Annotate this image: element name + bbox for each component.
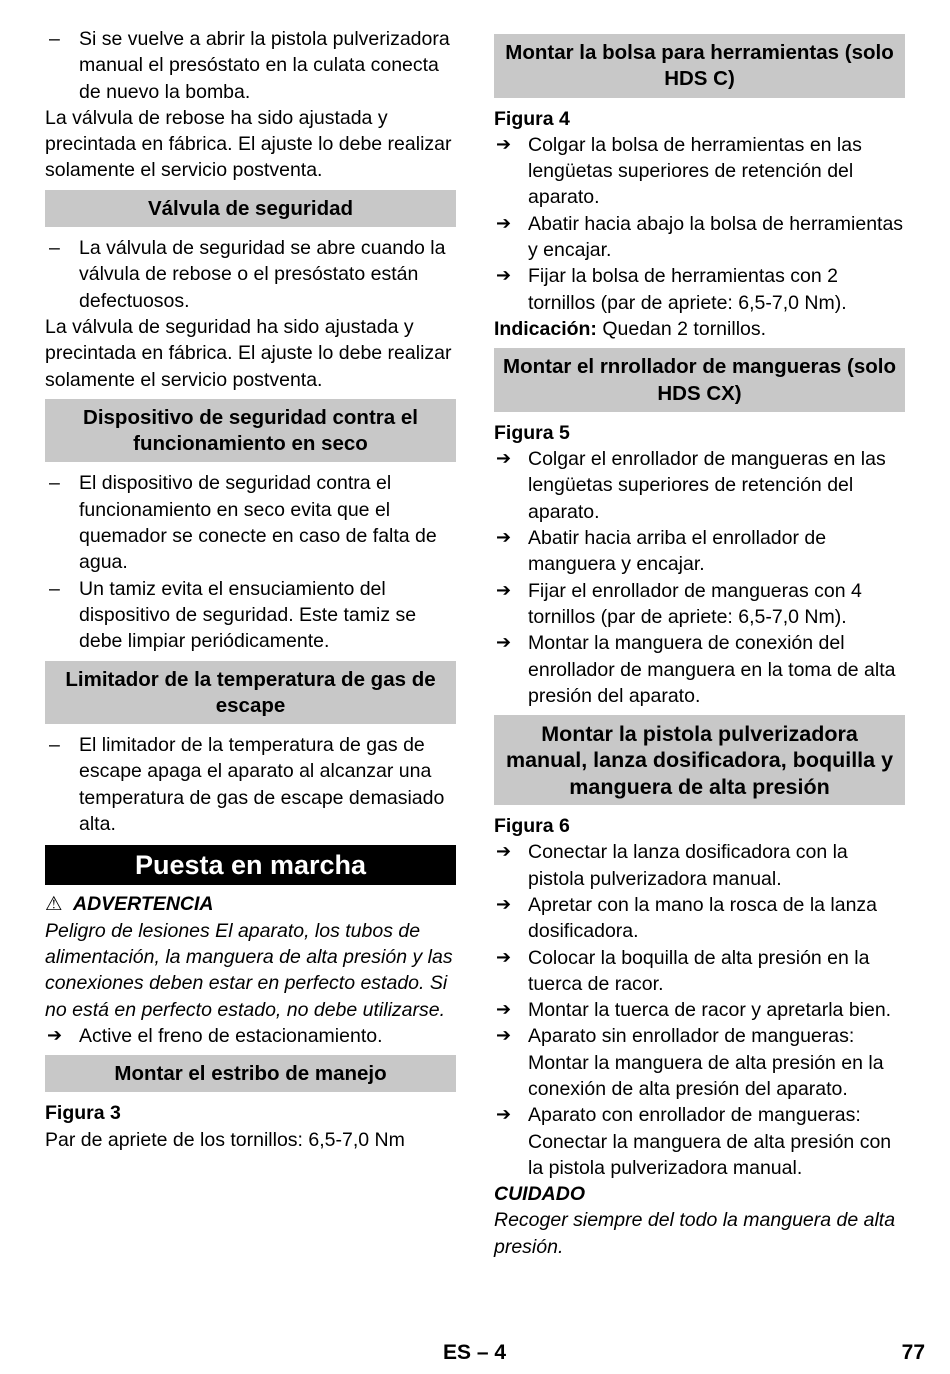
step-item: ➔ Colgar el enrollador de mangueras en las lengüetas superiores de retención del aparato.	[494, 446, 905, 525]
step-item: ➔ Colgar la bolsa de herramientas en las lengüetas superiores de retención del aparato.	[494, 132, 905, 211]
dry-run-dash-item: – Un tamiz evita el ensuciamiento del dispositivo de seguridad. Este tamiz se debe limpiar periódicamente.	[45, 576, 456, 655]
step-item: ➔ Apretar con la mano la rosca de la lanza dosificadora.	[494, 892, 905, 945]
handle-text: Par de apriete de los tornillos: 6,5-7,0 Nm	[45, 1128, 405, 1151]
exhaust-dash-item: – El limitador de la temperatura de gas de escape apaga el aparato al alcanzar una temperatura de gas de escape demasiado alta.	[45, 732, 456, 837]
page-number: 77	[901, 1341, 925, 1364]
warning-title	[45, 891, 456, 917]
caution-title: CUIDADO	[494, 1183, 585, 1206]
valve-section-heading: Válvula de seguridad	[45, 190, 456, 227]
step-item: ➔ Aparato sin enrollador de mangueras: Montar la manguera de alta presión en la conexión de alta presión del aparato.	[494, 1023, 905, 1102]
page-label: ES – 4	[443, 1341, 507, 1364]
valve-paragraph: La válvula de seguridad ha sido ajustada y precintada en fábrica. El ajuste lo debe realizar solamente el servicio postventa.	[45, 315, 452, 391]
warning-triangle-icon: ⚠	[45, 893, 63, 916]
hose-reel-section-heading: Montar el rnrollador de mangueras (solo HDS CX)	[494, 348, 905, 412]
intro-dash-item: – Si se vuelve a abrir la pistola pulverizadora manual el presóstato en la culata conecta de nuevo la bomba.	[45, 26, 456, 105]
figure-label: Figura 3	[45, 1102, 121, 1125]
warning-label: ADVERTENCIA	[73, 893, 214, 916]
note-label: Indicación:	[494, 317, 597, 340]
figure-label: Figura 6	[494, 815, 570, 838]
intro-paragraph: La válvula de rebose ha sido ajustada y precintada en fábrica. El ajuste lo debe realizar solamente el servicio postventa.	[45, 106, 452, 182]
caution-text: Recoger siempre del todo la manguera de alta presión.	[494, 1209, 896, 1258]
chapter-heading: Puesta en marcha	[45, 845, 456, 885]
note-line	[494, 316, 905, 342]
spray-gun-section-heading: Montar la pistola pulverizadora manual, lanza dosificadora, boquilla y manguera de alta presión	[494, 715, 905, 805]
dry-run-dash-item: – El dispositivo de seguridad contra el funcionamiento en seco evita que el quemador se conecte en caso de falta de agua.	[45, 470, 456, 575]
figure-label: Figura 4	[494, 107, 570, 130]
handle-section-heading: Montar el estribo de manejo	[45, 1055, 456, 1092]
step-item: ➔ Montar la tuerca de racor y apretarla bien.	[494, 997, 905, 1023]
step-item: ➔ Abatir hacia abajo la bolsa de herramientas y encajar.	[494, 211, 905, 264]
right-column	[494, 34, 905, 1260]
brake-step: ➔ Active el freno de estacionamiento.	[45, 1023, 456, 1049]
dry-run-section-heading: Dispositivo de seguridad contra el funcionamiento en seco	[45, 399, 456, 463]
left-column	[45, 26, 456, 1153]
step-item: ➔ Montar la manguera de conexión del enrollador de manguera en la toma de alta presión del aparato.	[494, 630, 905, 709]
step-item: ➔ Fijar la bolsa de herramientas con 2 tornillos (par de apriete: 6,5-7,0 Nm).	[494, 263, 905, 316]
valve-dash-item: – La válvula de seguridad se abre cuando la válvula de rebose o el presóstato están defectuosos.	[45, 235, 456, 314]
step-item: ➔ Aparato con enrollador de mangueras: Conectar la manguera de alta presión con la pistola pulverizadora manual.	[494, 1102, 905, 1181]
step-item: ➔ Colocar la boquilla de alta presión en la tuerca de racor.	[494, 945, 905, 998]
exhaust-section-heading: Limitador de la temperatura de gas de escape	[45, 661, 456, 725]
step-item: ➔ Fijar el enrollador de mangueras con 4 tornillos (par de apriete: 6,5-7,0 Nm).	[494, 578, 905, 631]
warning-text: Peligro de lesiones El aparato, los tubos de alimentación, la manguera de alta presión y las conexiones deben estar en perfecto estado. Si no está en perfecto estado, no debe utilizarse.	[45, 919, 453, 1021]
step-item: ➔ Conectar la lanza dosificadora con la pistola pulverizadora manual.	[494, 839, 905, 892]
figure-label: Figura 5	[494, 421, 570, 444]
note-text: Quedan 2 tornillos.	[596, 317, 767, 340]
step-item: ➔ Abatir hacia arriba el enrollador de manguera y encajar.	[494, 525, 905, 578]
tool-bag-section-heading: Montar la bolsa para herramientas (solo HDS C)	[494, 34, 905, 98]
